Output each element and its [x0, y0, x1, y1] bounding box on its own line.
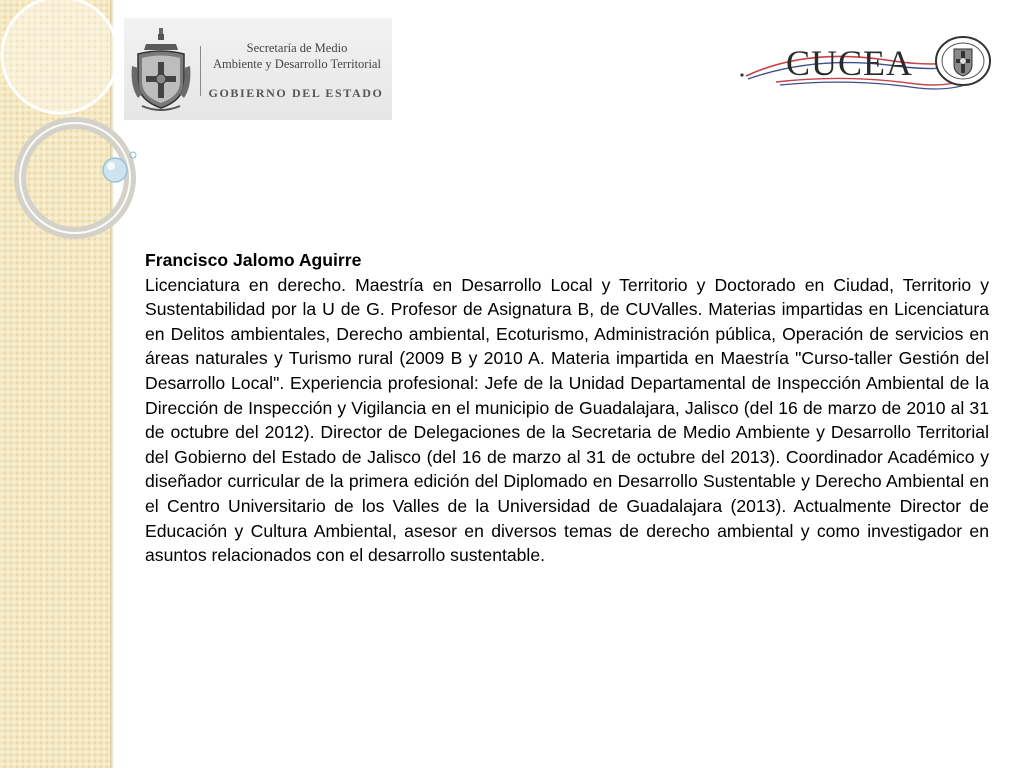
biography-text: Licenciatura en derecho. Maestría en Desarrollo Local y Territorio y Doctorado en Ciudad, Territorio y Sustentabilidad por la U de G. Profesor de Asignatura B, de CUValles. Materias impartidas en Licenciatura en Delitos ambientales, Derecho ambiental, Ecoturismo, Administración pública, Operación de servicios en áreas naturales y Turismo rural (2009 B y 2010 A. Materia impartida en Maestría "Curso-taller Gestión del Desarrollo Local". Experiencia profesional: Jefe de la Unidad Departamental de Inspección Ambiental de la Dirección de Inspección y Vigilancia en el municipio de Guadalajara, Jalisco (del 16 de marzo de 2010 al 31 de octubre del 2012). Director de Delegaciones de la Secretaria de Medio Ambiente y Desarrollo Territorial del Gobierno del Estado de Jalisco (del 16 de marzo al 31 de octubre del 2013). Coordinador Académico y diseñador curricular de la primera edición del Diplomado en Desarrollo Sustentable y Derecho Ambiental en el Centro Universitario de los Valles de la Universidad de Guadalajara (2013). Actualmente Director de Educación y Cultura Ambiental, asesor en diversos temas de derecho ambiental y como investigador en asuntos relacionados con el desarrollo sustentable. [145, 274, 989, 566]
ministry-name-line2: Ambiente y Desarrollo Territorial [213, 57, 381, 71]
biography-section [145, 248, 989, 568]
state-coat-of-arms-icon [128, 26, 194, 116]
university-logo [736, 30, 998, 100]
state-government-label: GOBIERNO DEL ESTADO [208, 86, 384, 100]
government-logo [124, 18, 392, 120]
cucea-wordmark: CUCEA [786, 43, 914, 83]
person-name: Francisco Jalomo Aguirre [145, 250, 362, 270]
ministry-name-line1: Secretaría de Medio [246, 41, 348, 55]
university-seal-icon [934, 35, 992, 87]
logo-divider [200, 46, 201, 96]
